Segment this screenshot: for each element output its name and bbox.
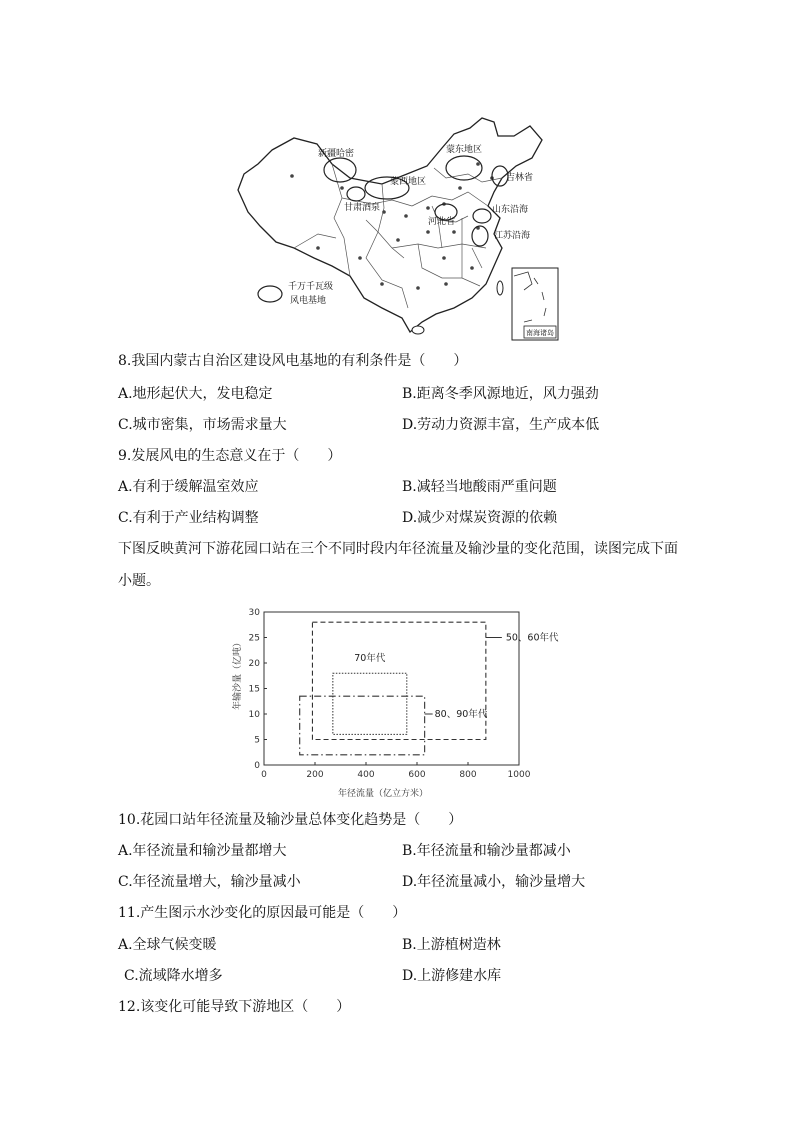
- q9-option-b: B.减轻当地酸雨严重问题: [402, 479, 557, 495]
- x-tick-label: 0: [261, 770, 267, 780]
- q8-stem: 8.我国内蒙古自治区建设风电基地的有利条件是（ ）: [118, 353, 468, 369]
- label-mengdong: 蒙东地区: [446, 145, 483, 155]
- label-mengxi: 蒙西地区: [390, 177, 427, 187]
- range-box-series-3: [300, 696, 425, 755]
- q8-option-c: C.城市密集，市场需求量大: [118, 417, 287, 433]
- y-tick-label: 30: [248, 608, 260, 618]
- range-box-series-2: [333, 673, 407, 734]
- q10-option-d: D.年径流量减小，输沙量增大: [402, 874, 586, 890]
- wind-power-map: [232, 108, 562, 343]
- label-shandong: 山东沿海: [492, 205, 529, 215]
- inset-label: 南海诸岛: [526, 329, 554, 337]
- q8-option-a: A.地形起伏大，发电稳定: [118, 386, 273, 402]
- x-tick-label: 400: [357, 770, 375, 780]
- x-tick-label: 600: [408, 770, 426, 780]
- series-label: 70年代: [354, 653, 386, 665]
- label-jilin: 吉林省: [506, 173, 534, 183]
- legend-line-1: 千万千瓦级: [288, 282, 334, 292]
- range-box-series-1: [312, 622, 485, 739]
- hainan-island: [412, 326, 424, 334]
- q10-option-c: C.年径流量增大，输沙量减小: [118, 874, 301, 890]
- legend-line-2: 风电基地: [290, 296, 327, 306]
- x-tick-label: 1000: [507, 770, 531, 780]
- series-label: 80、90年代: [434, 709, 488, 720]
- legend-ellipse-icon: [258, 286, 282, 302]
- label-jiangsu: 江苏沿海: [494, 231, 531, 241]
- plot-frame: [264, 612, 519, 765]
- y-tick-label: 15: [248, 684, 260, 695]
- label-hebei: 河北省: [428, 217, 456, 227]
- intro-line-1: 下图反映黄河下游花园口站在三个不同时段内年径流量及输沙量的变化范围，读图完成下面: [118, 541, 678, 557]
- x-axis-label: 年径流量（亿立方米）: [338, 789, 429, 799]
- y-axis-label: 年输沙量（亿吨）: [233, 637, 243, 710]
- q9-option-a: A.有利于缓解温室效应: [118, 479, 259, 495]
- q9-stem: 9.发展风电的生态意义在于（ ）: [118, 448, 342, 464]
- y-tick-label: 20: [248, 659, 260, 669]
- q12-stem: 12.该变化可能导致下游地区（ ）: [118, 999, 351, 1015]
- q8-option-b: B.距离冬季风源地近，风力强劲: [402, 386, 599, 402]
- runoff-sediment-chart: [220, 606, 580, 802]
- y-tick-label: 10: [248, 710, 260, 720]
- q11-option-c: C.流域降水增多: [124, 968, 223, 984]
- y-tick-label: 5: [254, 735, 260, 746]
- label-gansu-jiuquan: 甘肃酒泉: [344, 203, 381, 213]
- q11-option-b: B.上游植树造林: [402, 937, 501, 953]
- taiwan-island: [497, 281, 503, 295]
- y-tick-label: 25: [248, 633, 260, 644]
- x-tick-label: 800: [459, 770, 477, 780]
- china-outline: [238, 118, 542, 332]
- q9-option-c: C.有利于产业结构调整: [118, 510, 259, 526]
- q11-option-d: D.上游修建水库: [402, 968, 502, 984]
- x-tick-label: 200: [306, 770, 324, 780]
- q11-stem: 11.产生图示水沙变化的原因最可能是（ ）: [118, 905, 407, 921]
- intro-line-2: 小题。: [118, 573, 160, 589]
- q10-stem: 10.花园口站年径流量及输沙量总体变化趋势是（ ）: [118, 812, 463, 828]
- q11-option-a: A.全球气候变暖: [118, 937, 217, 953]
- q10-option-b: B.年径流量和输沙量都减小: [402, 843, 571, 859]
- q9-option-d: D.减少对煤炭资源的依赖: [402, 510, 558, 526]
- y-tick-label: 0: [254, 761, 260, 771]
- label-xinjiang-hami: 新疆哈密: [318, 149, 355, 159]
- series-label: 50、60年代: [505, 632, 559, 644]
- q10-option-a: A.年径流量和输沙量都增大: [118, 843, 287, 859]
- q8-option-d: D.劳动力资源丰富，生产成本低: [402, 417, 600, 433]
